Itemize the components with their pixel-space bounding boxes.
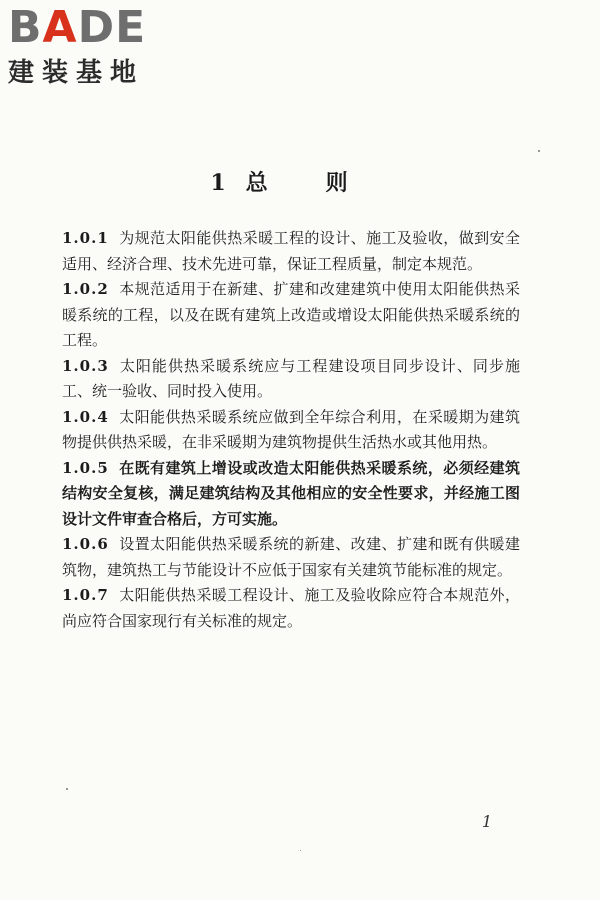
logo-brand xyxy=(8,4,178,52)
clause-1-0-3 xyxy=(62,354,520,405)
clause-1-0-1 xyxy=(62,226,520,277)
logo-letter-a-accent: A xyxy=(42,2,78,53)
clause-number: 1.0.6 xyxy=(62,535,109,553)
chapter-title-char-1: 总 xyxy=(245,170,270,196)
clause-1-0-6 xyxy=(62,532,520,583)
page-number: 1 xyxy=(481,812,492,831)
clause-text: 设置太阳能供热采暖系统的新建、改建、扩建和既有供暖建筑物，建筑热工与节能设计不应低于国家有关建筑节能标准的规定。 xyxy=(62,535,520,579)
logo-letter-b: B xyxy=(8,2,43,53)
clause-number: 1.0.1 xyxy=(62,229,109,247)
clause-1-0-5-mandatory xyxy=(62,456,520,533)
clause-list xyxy=(62,226,520,634)
clause-text: 本规范适用于在新建、扩建和改建建筑中使用太阳能供热采暖系统的工程，以及在既有建筑上改造或增设太阳能供热采暖系统的工程。 xyxy=(62,280,520,349)
clause-1-0-4 xyxy=(62,405,520,456)
chapter-title-char-2: 则 xyxy=(325,170,350,196)
scan-speck xyxy=(300,850,301,851)
logo-letters-de: DE xyxy=(77,2,147,53)
clause-text: 在既有建筑上增设或改造太阳能供热采暖系统，必须经建筑结构安全复核，满足建筑结构及其他相应的安全性要求，并经施工图设计文件审查合格后，方可实施。 xyxy=(62,458,520,528)
scan-speck xyxy=(538,150,540,152)
clause-text: 太阳能供热采暖工程设计、施工及验收除应符合本规范外，尚应符合国家现行有关标准的规定。 xyxy=(62,586,520,630)
clause-1-0-2 xyxy=(62,277,520,354)
clause-number: 1.0.2 xyxy=(62,280,109,298)
scan-speck xyxy=(66,788,68,790)
clause-number: 1.0.3 xyxy=(62,356,109,375)
clause-text: 太阳能供热采暖系统应与工程建设项目同步设计、同步施工、统一验收、同时投入使用。 xyxy=(62,356,520,400)
clause-1-0-7 xyxy=(62,583,520,634)
clause-text: 为规范太阳能供热采暖工程的设计、施工及验收，做到安全适用、经济合理、技术先进可靠，保证工程质量，制定本规范。 xyxy=(62,229,520,273)
bade-logo xyxy=(8,4,178,88)
clause-number: 1.0.5 xyxy=(62,458,109,477)
clause-number: 1.0.7 xyxy=(62,586,109,604)
logo-subtitle: 建装基地 xyxy=(8,58,145,88)
clause-text: 太阳能供热采暖系统应做到全年综合利用，在采暖期为建筑物提供供热采暖，在非采暖期为建筑物提供生活热水或其他用热。 xyxy=(62,407,520,451)
chapter-title xyxy=(0,166,560,197)
clause-number: 1.0.4 xyxy=(62,407,109,426)
chapter-number: 1 xyxy=(210,170,228,196)
